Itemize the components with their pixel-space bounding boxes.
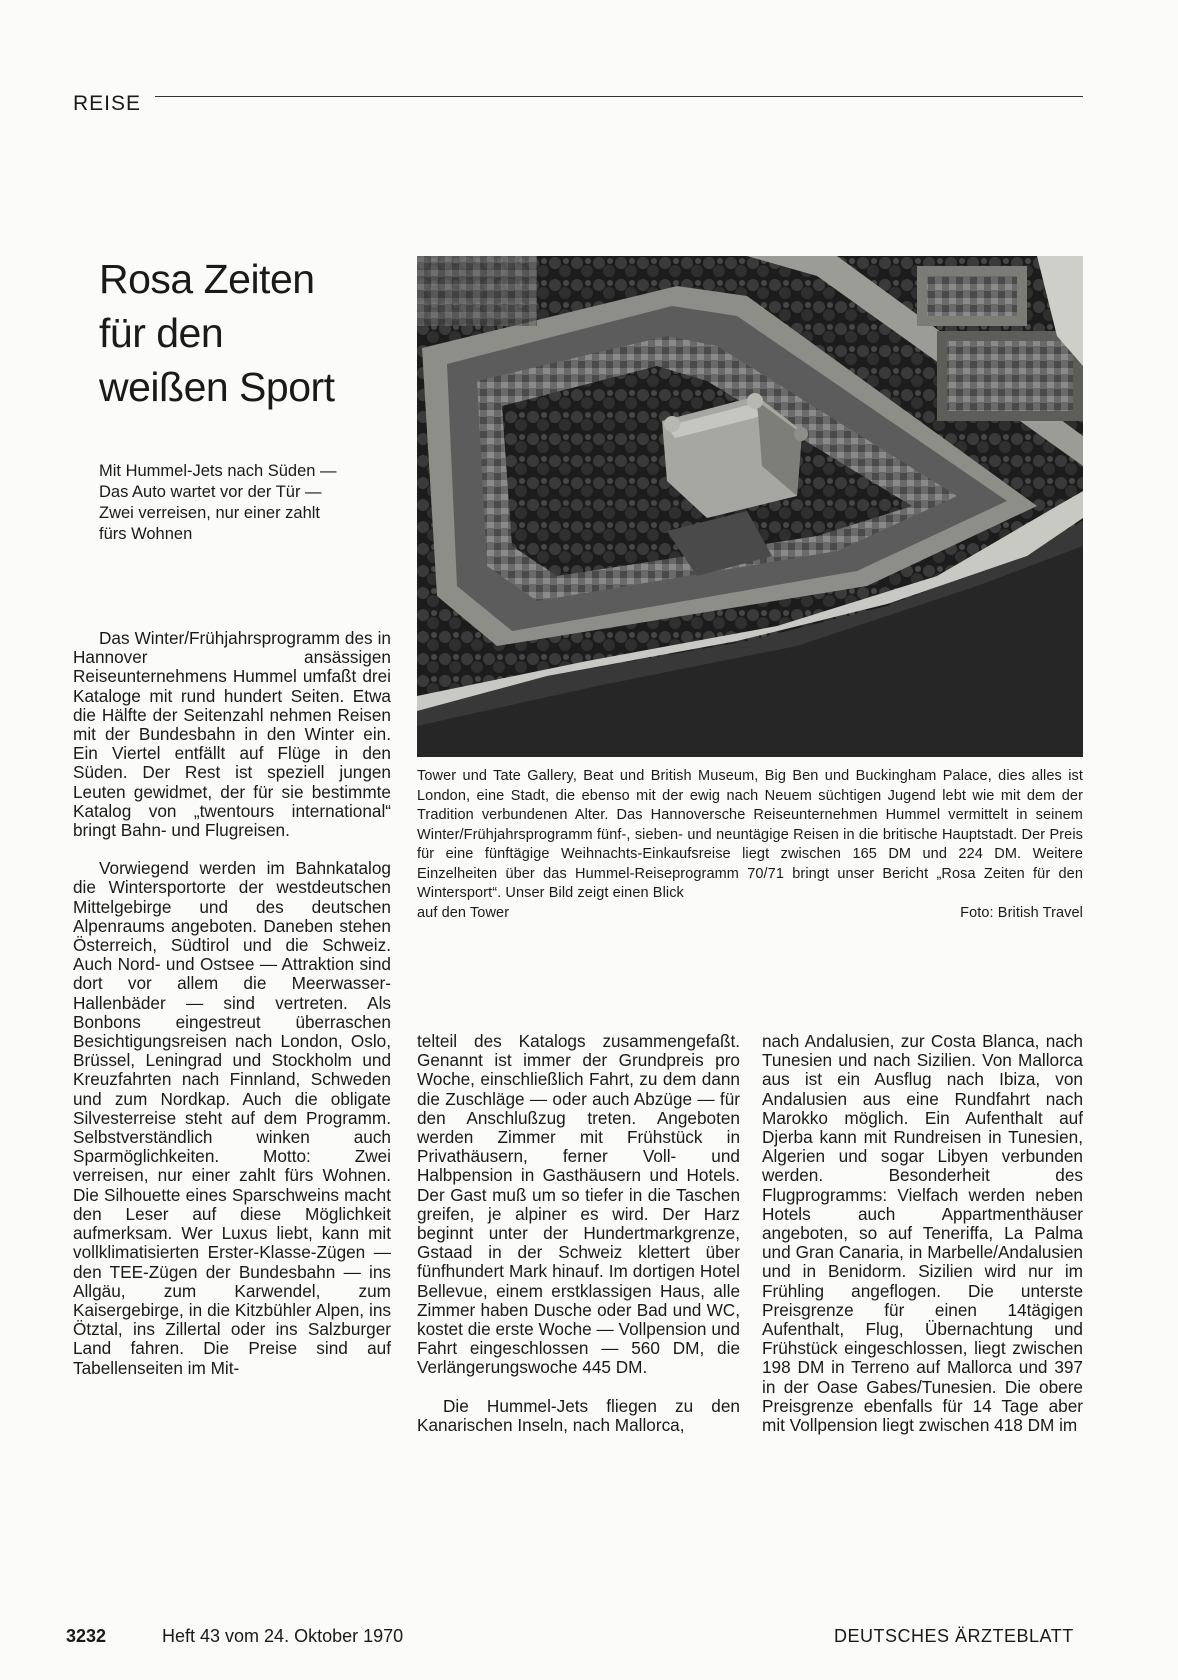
article-title (99, 252, 399, 414)
photo-caption (417, 767, 1083, 923)
title-line: weißen Sport (99, 364, 335, 410)
subtitle-line: Das Auto wartet vor der Tür — (99, 483, 322, 501)
paragraph: Vorwiegend werden im Bahnkatalog die Wintersportorte der westdeutschen Mittelgebirge und des deutschen Alpenraums angeboten. Daneben stehen Österreich, Südtirol und die Schweiz. Auch Nord- und Ostsee — Attraktion sind dort vor allem die Meerwasser-Hallenbäder — sind vertreten. Als Bonbons eingestreut überraschen Besichtigungsreisen nach London, Oslo, Brüssel, Leningrad und Stockholm und Kreuzfahrten nach Finnland, Schweden und zum Nordkap. Auch die obligate Silvesterreise steht auf dem Programm. Selbstverständlich winken auch Sparmöglichkeiten. Motto: Zwei verreisen, nur einer zahlt fürs Wohnen. Die Silhouette eines Sparschweins macht den Leser auf diese Möglichkeit aufmerksam. Wer Luxus liebt, kann mit vollklimatisierten Erster-Klasse-Zügen — den TEE-Zügen der Bundesbahn — ins Allgäu, zum Karwendel, zum Kaisergebirge, in die Kitzbühler Alpen, ins Ötztal, ins Zillertal oder ins Salzburger Land fahren. Die Preise sind auf Tabellenseiten im Mit- (73, 858, 391, 1378)
header-rule (155, 96, 1083, 97)
subtitle-line: fürs Wohnen (99, 525, 193, 543)
photo-graphic (417, 256, 1083, 757)
issue-info: Heft 43 vom 24. Oktober 1970 (162, 1626, 404, 1646)
caption-text: Tower und Tate Gallery, Beat und British Museum, Big Ben und Buckingham Palace, dies alles ist London, eine Stadt, die ebenso mit der ewig nach Neuem süchtigen Jugend lebt wie mit dem der Tradition verbundenen Alter. Das Hannoversche Reiseunternehmen Hummel vermittelt in seinem Winter/Frühjahrsprogramm fünf-, sieben- und neuntägige Reisen in die britische Hauptstadt. Der Preis für eine fünftägige Weihnachts-Einkaufsreise liegt zwischen 165 DM und 224 DM. Weitere Einzelheiten über das Hummel-Reiseprogramm 70/71 bringt unser Bericht „Rosa Zeiten für den Wintersport“. Unser Bild zeigt einen Blick (417, 768, 1083, 901)
title-line: Rosa Zeiten (99, 256, 315, 302)
caption-last-line (417, 904, 1083, 924)
tower-aerial-photo (417, 256, 1083, 757)
subtitle-line: Zwei verreisen, nur einer zahlt (99, 504, 321, 522)
text-column-1 (73, 629, 391, 1378)
page-number: 3232 (66, 1626, 107, 1646)
article-subtitle (99, 461, 394, 545)
photo-credit: Foto: British Travel (960, 904, 1083, 921)
paragraph: Das Winter/Frühjahrsprogramm des in Hannover ansässigen Reiseunternehmens Hummel umfaßt drei Kataloge mit rund hundert Seiten. Etwa die Hälfte der Seitenzahl nehmen Reisen mit der Bundesbahn in den Winter ein. Ein Viertel entfällt auf Flüge in den Süden. Der Rest ist speziell jungen Leuten gewidmet, der für sie bestimmte Katalog von „twentours international“ bringt Bahn- und Flugreisen. (73, 628, 391, 841)
subtitle-line: Mit Hummel-Jets nach Süden — (99, 462, 337, 480)
paragraph: telteil des Katalogs zusammengefaßt. Genannt ist immer der Grundpreis pro Woche, einschließlich Fahrt, zu dem dann die Zuschläge — oder auch Abzüge — für den Anschlußzug treten. Angeboten werden Zimmer mit Frühstück in Privathäusern, ferner Voll- und Halbpension in Gasthäusern und Hotels. Der Gast muß um so tiefer in die Taschen greifen, je alpiner es wird. Der Harz beginnt unter der Hundertmarkgrenze, Gstaad in der Schweiz klettert über fünfhundert Mark hinauf. Im dortigen Hotel Bellevue, einem erstklassigen Haus, alle Zimmer haben Dusche oder Bad und WC, kostet die erste Woche — Vollpension und Fahrt eingeschlossen — 560 DM, die Verlängerungswoche 445 DM. (417, 1031, 740, 1378)
paragraph: nach Andalusien, zur Costa Blanca, nach Tunesien und nach Sizilien. Von Mallorca aus ist ein Ausflug nach Ibiza, von Andalusien aus eine Rundfahrt nach Marokko möglich. Ein Aufenthalt auf Djerba kann mit Rundreisen in Tunesien, Algerien und sogar Libyen verbunden werden. Besonderheit des Flugprogramms: Vielfach werden neben Hotels auch Appartmenthäuser angeboten, so auf Teneriffa, La Palma und Gran Canaria, in Marbelle/Andalusien und in Benidorm. Sizilien wird nur im Frühling angeflogen. Die unterste Preisgrenze für einen 14tägigen Aufenthalt, Flug, Übernachtung und Frühstück eingeschlossen, liegt zwischen 198 DM in Terreno auf Mallorca und 397 in der Oase Gabes/Tunesien. Die obere Preisgrenze ebenfalls für 14 Tage aber mit Vollpension liegt zwischen 418 DM im (762, 1031, 1083, 1436)
caption-end: auf den Tower (417, 904, 510, 921)
section-label: REISE (73, 92, 142, 115)
journal-name: DEUTSCHES ÄRZTEBLATT (834, 1626, 1074, 1646)
text-column-2 (417, 1032, 740, 1435)
paragraph: Die Hummel-Jets fliegen zu den Kanarischen Inseln, nach Mallorca, (417, 1395, 740, 1435)
title-line: für den (99, 310, 224, 356)
text-column-3 (762, 1032, 1083, 1435)
